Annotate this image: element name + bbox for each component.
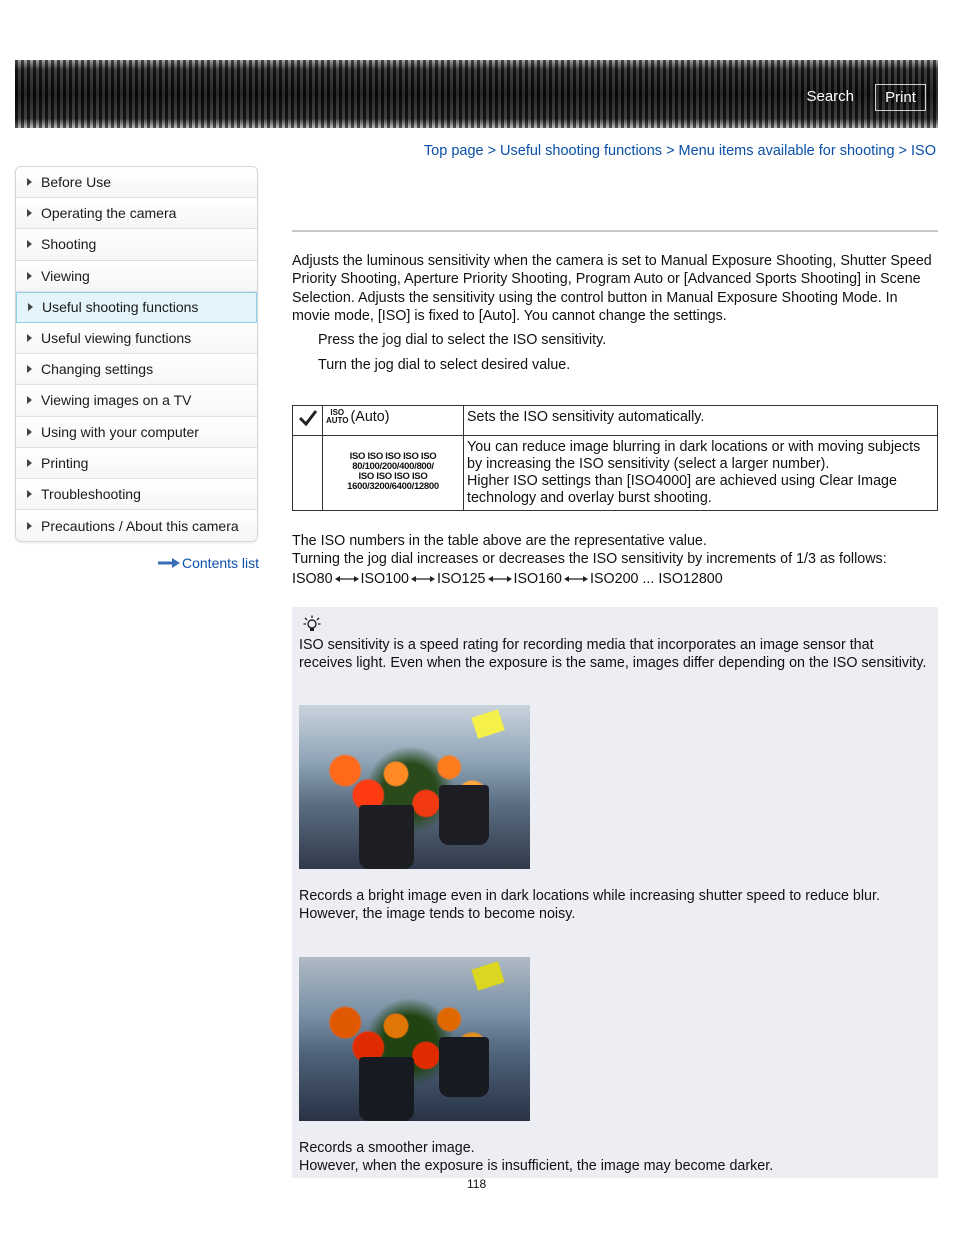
triangle-right-icon bbox=[27, 490, 32, 498]
breadcrumb bbox=[424, 143, 936, 159]
print-button[interactable]: Print bbox=[875, 84, 926, 111]
iso-values-row: 1600/3200/6400/12800 bbox=[347, 481, 439, 492]
sidebar-item-troubleshooting[interactable] bbox=[16, 479, 257, 510]
setting-desc-values bbox=[464, 436, 938, 511]
caption-low-iso bbox=[299, 1139, 929, 1176]
breadcrumb-menu-items[interactable]: Menu items available for shooting bbox=[678, 143, 895, 159]
iso-auto-icon bbox=[326, 409, 349, 425]
sidebar-item-operating-the-camera[interactable] bbox=[16, 198, 257, 229]
breadcrumb-separator: > bbox=[487, 143, 497, 159]
double-arrow-icon bbox=[564, 574, 588, 584]
caption-line: Records a smoother image. bbox=[299, 1140, 475, 1156]
sidebar-item-label: Viewing bbox=[41, 267, 90, 284]
caption-line: Records a bright image even in dark locations while increasing shutter speed to reduce blur. bbox=[299, 888, 880, 904]
triangle-right-icon bbox=[27, 459, 32, 467]
triangle-right-icon bbox=[27, 334, 32, 342]
caption-high-iso bbox=[299, 887, 929, 924]
sidebar-item-label: Before Use bbox=[41, 174, 112, 191]
setting-desc-auto: Sets the ISO sensitivity automatically. bbox=[464, 406, 938, 436]
sidebar-item-viewing[interactable] bbox=[16, 261, 257, 292]
sidebar-item-viewing-images-on-tv[interactable] bbox=[16, 385, 257, 416]
caption-line: However, when the exposure is insufficient, the image may become darker. bbox=[299, 1158, 774, 1175]
hint-text: ISO sensitivity is a speed rating for recording media that incorporates an image sensor that receives light. Even when the exposure is the same, images differ depending on the ISO sensitivity. bbox=[299, 637, 927, 672]
triangle-right-icon bbox=[27, 272, 32, 280]
photo-low-iso-sample bbox=[299, 957, 530, 1121]
iso-values-row: ISO ISO ISO ISO bbox=[358, 471, 428, 482]
iso-settings-table bbox=[292, 405, 938, 511]
double-arrow-icon bbox=[488, 574, 512, 584]
triangle-right-icon bbox=[27, 396, 32, 404]
sidebar-nav bbox=[15, 166, 258, 542]
sidebar-item-label: Troubleshooting bbox=[41, 485, 141, 502]
photo-price-tag bbox=[471, 709, 504, 739]
triangle-right-icon bbox=[27, 522, 32, 530]
iso-values-row: 80/100/200/400/800/ bbox=[352, 461, 434, 472]
sidebar-item-printing[interactable] bbox=[16, 448, 257, 479]
iso-values-icon bbox=[326, 452, 460, 492]
sidebar-item-label: Operating the camera bbox=[41, 205, 177, 222]
double-arrow-icon bbox=[411, 574, 435, 584]
selected-cell bbox=[293, 406, 323, 436]
note-line: The ISO numbers in the table above are the representative value. bbox=[292, 533, 707, 549]
setting-name-values bbox=[323, 436, 464, 511]
sidebar-item-label: Viewing images on a TV bbox=[41, 392, 192, 409]
step-2: Turn the jog dial to select desired value. bbox=[318, 357, 571, 373]
breadcrumb-iso[interactable]: ISO bbox=[911, 143, 936, 159]
light-bulb-icon bbox=[303, 615, 321, 633]
breadcrumb-separator: > bbox=[666, 143, 675, 159]
table-row-auto bbox=[293, 406, 938, 436]
setting-desc-line: You can reduce image blurring in dark locations or with moving subjects by increasing the ISO sensitivity (select a larger number). bbox=[467, 439, 921, 472]
sidebar-item-label: Changing settings bbox=[41, 361, 154, 378]
iso-step: ISO100 bbox=[360, 571, 410, 587]
sidebar-item-label: Useful shooting functions bbox=[42, 299, 199, 316]
photo-price-tag bbox=[471, 961, 504, 991]
photo-high-iso-sample bbox=[299, 705, 530, 869]
triangle-right-icon bbox=[27, 428, 32, 436]
photo-flower-pot bbox=[439, 1037, 489, 1097]
intro-paragraph: Adjusts the luminous sensitivity when the camera is set to Manual Exposure Shooting, Shutter Speed Priority Shooting, Aperture Priority Shooting, Program Auto or [Advanced Sports Shooting] in Scene Selection. Adjusts the sensitivity using the control button in Manual Exposure Shooting Mode. In movie mode, [ISO] is fixed to [Auto]. You cannot change the settings. bbox=[292, 253, 932, 324]
breadcrumb-useful-shooting-functions[interactable]: Useful shooting functions bbox=[500, 143, 663, 159]
triangle-right-icon bbox=[27, 178, 32, 186]
checkmark-icon bbox=[298, 409, 318, 427]
photo-flower-pot bbox=[359, 1057, 414, 1121]
page-number: 118 bbox=[467, 1177, 487, 1191]
sidebar-item-label: Useful viewing functions bbox=[41, 330, 192, 347]
notes bbox=[292, 532, 932, 569]
sidebar-item-label: Precautions / About this camera bbox=[41, 517, 239, 534]
title-divider bbox=[292, 230, 938, 232]
photo-flower-pot bbox=[439, 785, 489, 845]
step-1: Press the jog dial to select the ISO sensitivity. bbox=[318, 332, 607, 348]
iso-values-row: ISO ISO ISO ISO ISO bbox=[349, 451, 437, 462]
contents-list-link[interactable] bbox=[158, 555, 259, 571]
table-row-values bbox=[293, 436, 938, 511]
hint-box bbox=[292, 607, 938, 1178]
triangle-right-icon bbox=[28, 303, 33, 311]
breadcrumb-top-page[interactable]: Top page bbox=[423, 143, 484, 159]
auto-label: (Auto) bbox=[350, 409, 390, 425]
search-link[interactable]: Search bbox=[806, 88, 854, 105]
empty-cell bbox=[293, 436, 323, 511]
sidebar-item-label: Printing bbox=[41, 454, 89, 471]
setting-name-auto bbox=[323, 406, 464, 436]
setting-desc-line: Higher ISO settings than [ISO4000] are achieved using Clear Image technology and overlay burst shooting. bbox=[467, 473, 897, 506]
contents-list-label: Contents list bbox=[182, 555, 260, 571]
iso-step: ISO125 bbox=[437, 571, 486, 587]
iso-sequence bbox=[292, 570, 723, 588]
iso-step: ISO160 bbox=[513, 571, 562, 587]
double-arrow-icon bbox=[335, 574, 359, 584]
iso-step: ISO200 ... ISO12800 bbox=[589, 571, 723, 587]
sidebar-item-shooting[interactable] bbox=[16, 229, 257, 260]
sidebar-item-useful-viewing-functions[interactable] bbox=[16, 323, 257, 354]
arrow-right-icon bbox=[158, 558, 180, 568]
sidebar-item-changing-settings[interactable] bbox=[16, 354, 257, 385]
sidebar-item-precautions[interactable] bbox=[16, 510, 257, 541]
triangle-right-icon bbox=[27, 240, 32, 248]
iso-step: ISO80 bbox=[292, 571, 333, 587]
note-line: Turning the jog dial increases or decreases the ISO sensitivity by increments of 1/3 as follows: bbox=[292, 551, 887, 568]
triangle-right-icon bbox=[27, 209, 32, 217]
caption-line: However, the image tends to become noisy. bbox=[299, 906, 576, 923]
iso-auto-icon-bottom: AUTO bbox=[326, 416, 349, 426]
header-bar bbox=[15, 60, 938, 128]
sidebar-item-before-use[interactable] bbox=[16, 167, 257, 198]
sidebar-item-label: Shooting bbox=[41, 236, 97, 253]
sidebar-item-using-with-computer[interactable] bbox=[16, 417, 257, 448]
sidebar-item-useful-shooting-functions[interactable] bbox=[16, 292, 257, 323]
breadcrumb-separator: > bbox=[898, 143, 908, 159]
iso-auto-icon-top: ISO bbox=[330, 408, 345, 418]
photo-flower-pot bbox=[359, 805, 414, 869]
sidebar-item-label: Using with your computer bbox=[41, 423, 199, 440]
triangle-right-icon bbox=[27, 365, 32, 373]
